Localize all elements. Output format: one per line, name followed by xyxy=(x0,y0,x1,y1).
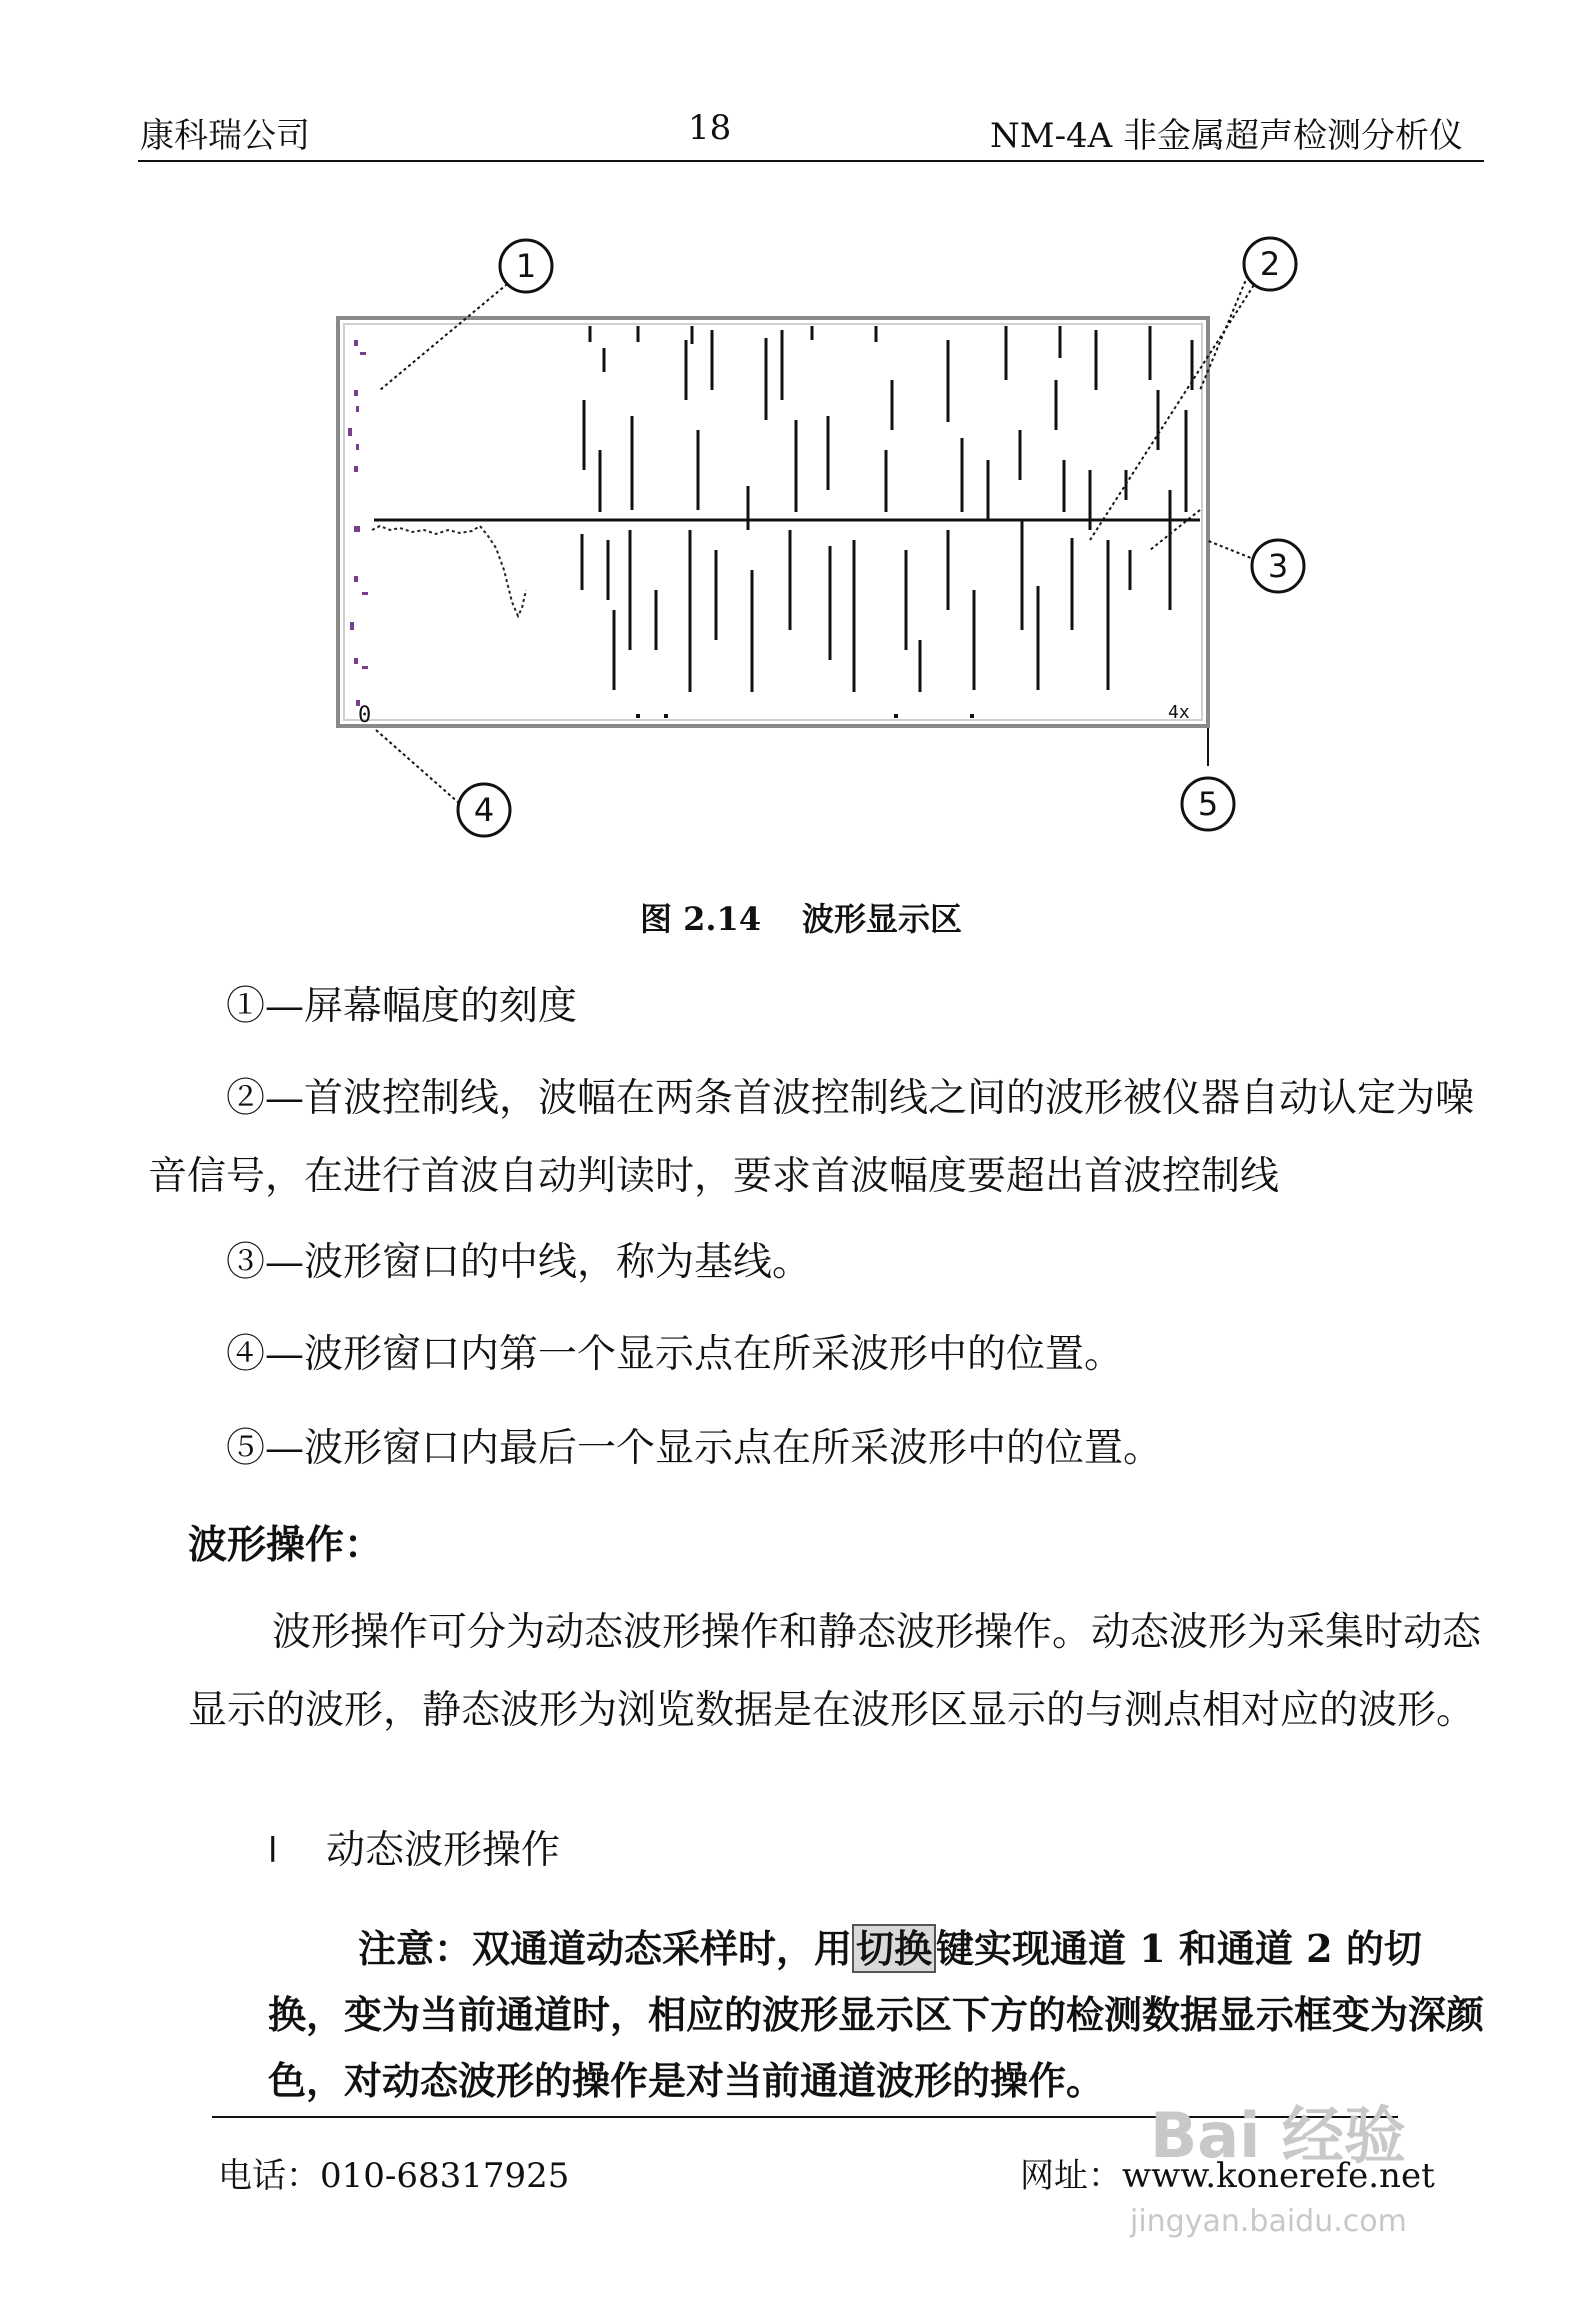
waveform-figure xyxy=(320,230,1289,850)
figure-caption-title: 波形显示区 xyxy=(802,900,963,938)
bullet-text: 动态波形操作 xyxy=(326,1828,561,1873)
header-rule xyxy=(138,160,1484,162)
note-prefix: 注意：双通道动态采样时，用 xyxy=(358,1926,853,1971)
svg-text:2: 2 xyxy=(1259,245,1281,283)
svg-text:1: 1 xyxy=(515,247,537,285)
callout-marker-2 xyxy=(1244,238,1296,290)
end-position-label: 4x xyxy=(1168,702,1190,723)
svg-text:4: 4 xyxy=(473,791,495,829)
waveform-window-frame xyxy=(338,318,1208,726)
legend-item-5: ⑤—波形窗口内最后一个显示点在所采波形中的位置。 xyxy=(226,1426,1163,1471)
legend-item-1: ①—屏幕幅度的刻度 xyxy=(226,984,578,1029)
watermark-url: jingyan.baidu.com xyxy=(1130,2204,1407,2239)
footer-website: 网址：www.konerefe.net xyxy=(1020,2156,1435,2196)
note-paragraph xyxy=(268,1916,1486,2114)
legend-item-3: ③—波形窗口的中线，称为基线。 xyxy=(226,1240,812,1285)
svg-text:5: 5 xyxy=(1197,785,1219,823)
watermark-brand: Bai 经验 xyxy=(1150,2099,1406,2172)
switch-key-label: 切换 xyxy=(852,1924,936,1973)
footer-phone: 电话：010-68317925 xyxy=(218,2156,570,2196)
callout-marker-1 xyxy=(500,240,552,292)
start-position-label: 0 xyxy=(358,703,372,728)
bullet-mark: l xyxy=(268,1831,278,1871)
callout-marker-5 xyxy=(1182,778,1234,830)
note-suffix: 键实现通道 1 和通道 2 的切换，变为当前通道时，相应的波形显示区下方的检测数据显示框变为深颜色，对动态波形的操作是对当前通道波形的操作。 xyxy=(268,1926,1485,2103)
legend-item-2: ②—首波控制线，波幅在两条首波控制线之间的波形被仪器自动认定为噪音信号，在进行首波自动判读时，要求首波幅度要超出首波控制线 xyxy=(148,1076,1475,1199)
header-page-number: 18 xyxy=(688,108,732,148)
callout-marker-3 xyxy=(1252,540,1304,592)
callout-marker-4 xyxy=(458,784,510,836)
header-product-title: NM-4A 非金属超声检测分析仪 xyxy=(990,116,1464,156)
figure-caption-number: 图 2.14 xyxy=(640,900,762,938)
header-company: 康科瑞公司 xyxy=(140,116,310,156)
legend-item-4: ④—波形窗口内第一个显示点在所采波形中的位置。 xyxy=(226,1332,1124,1377)
svg-text:3: 3 xyxy=(1267,547,1289,585)
section-title: 波形操作： xyxy=(188,1522,384,1568)
section-body: 波形操作可分为动态波形操作和静态波形操作。动态波形为采集时动态显示的波形，静态波形为浏览数据是在波形区显示的与测点相对应的波形。 xyxy=(188,1610,1482,1733)
